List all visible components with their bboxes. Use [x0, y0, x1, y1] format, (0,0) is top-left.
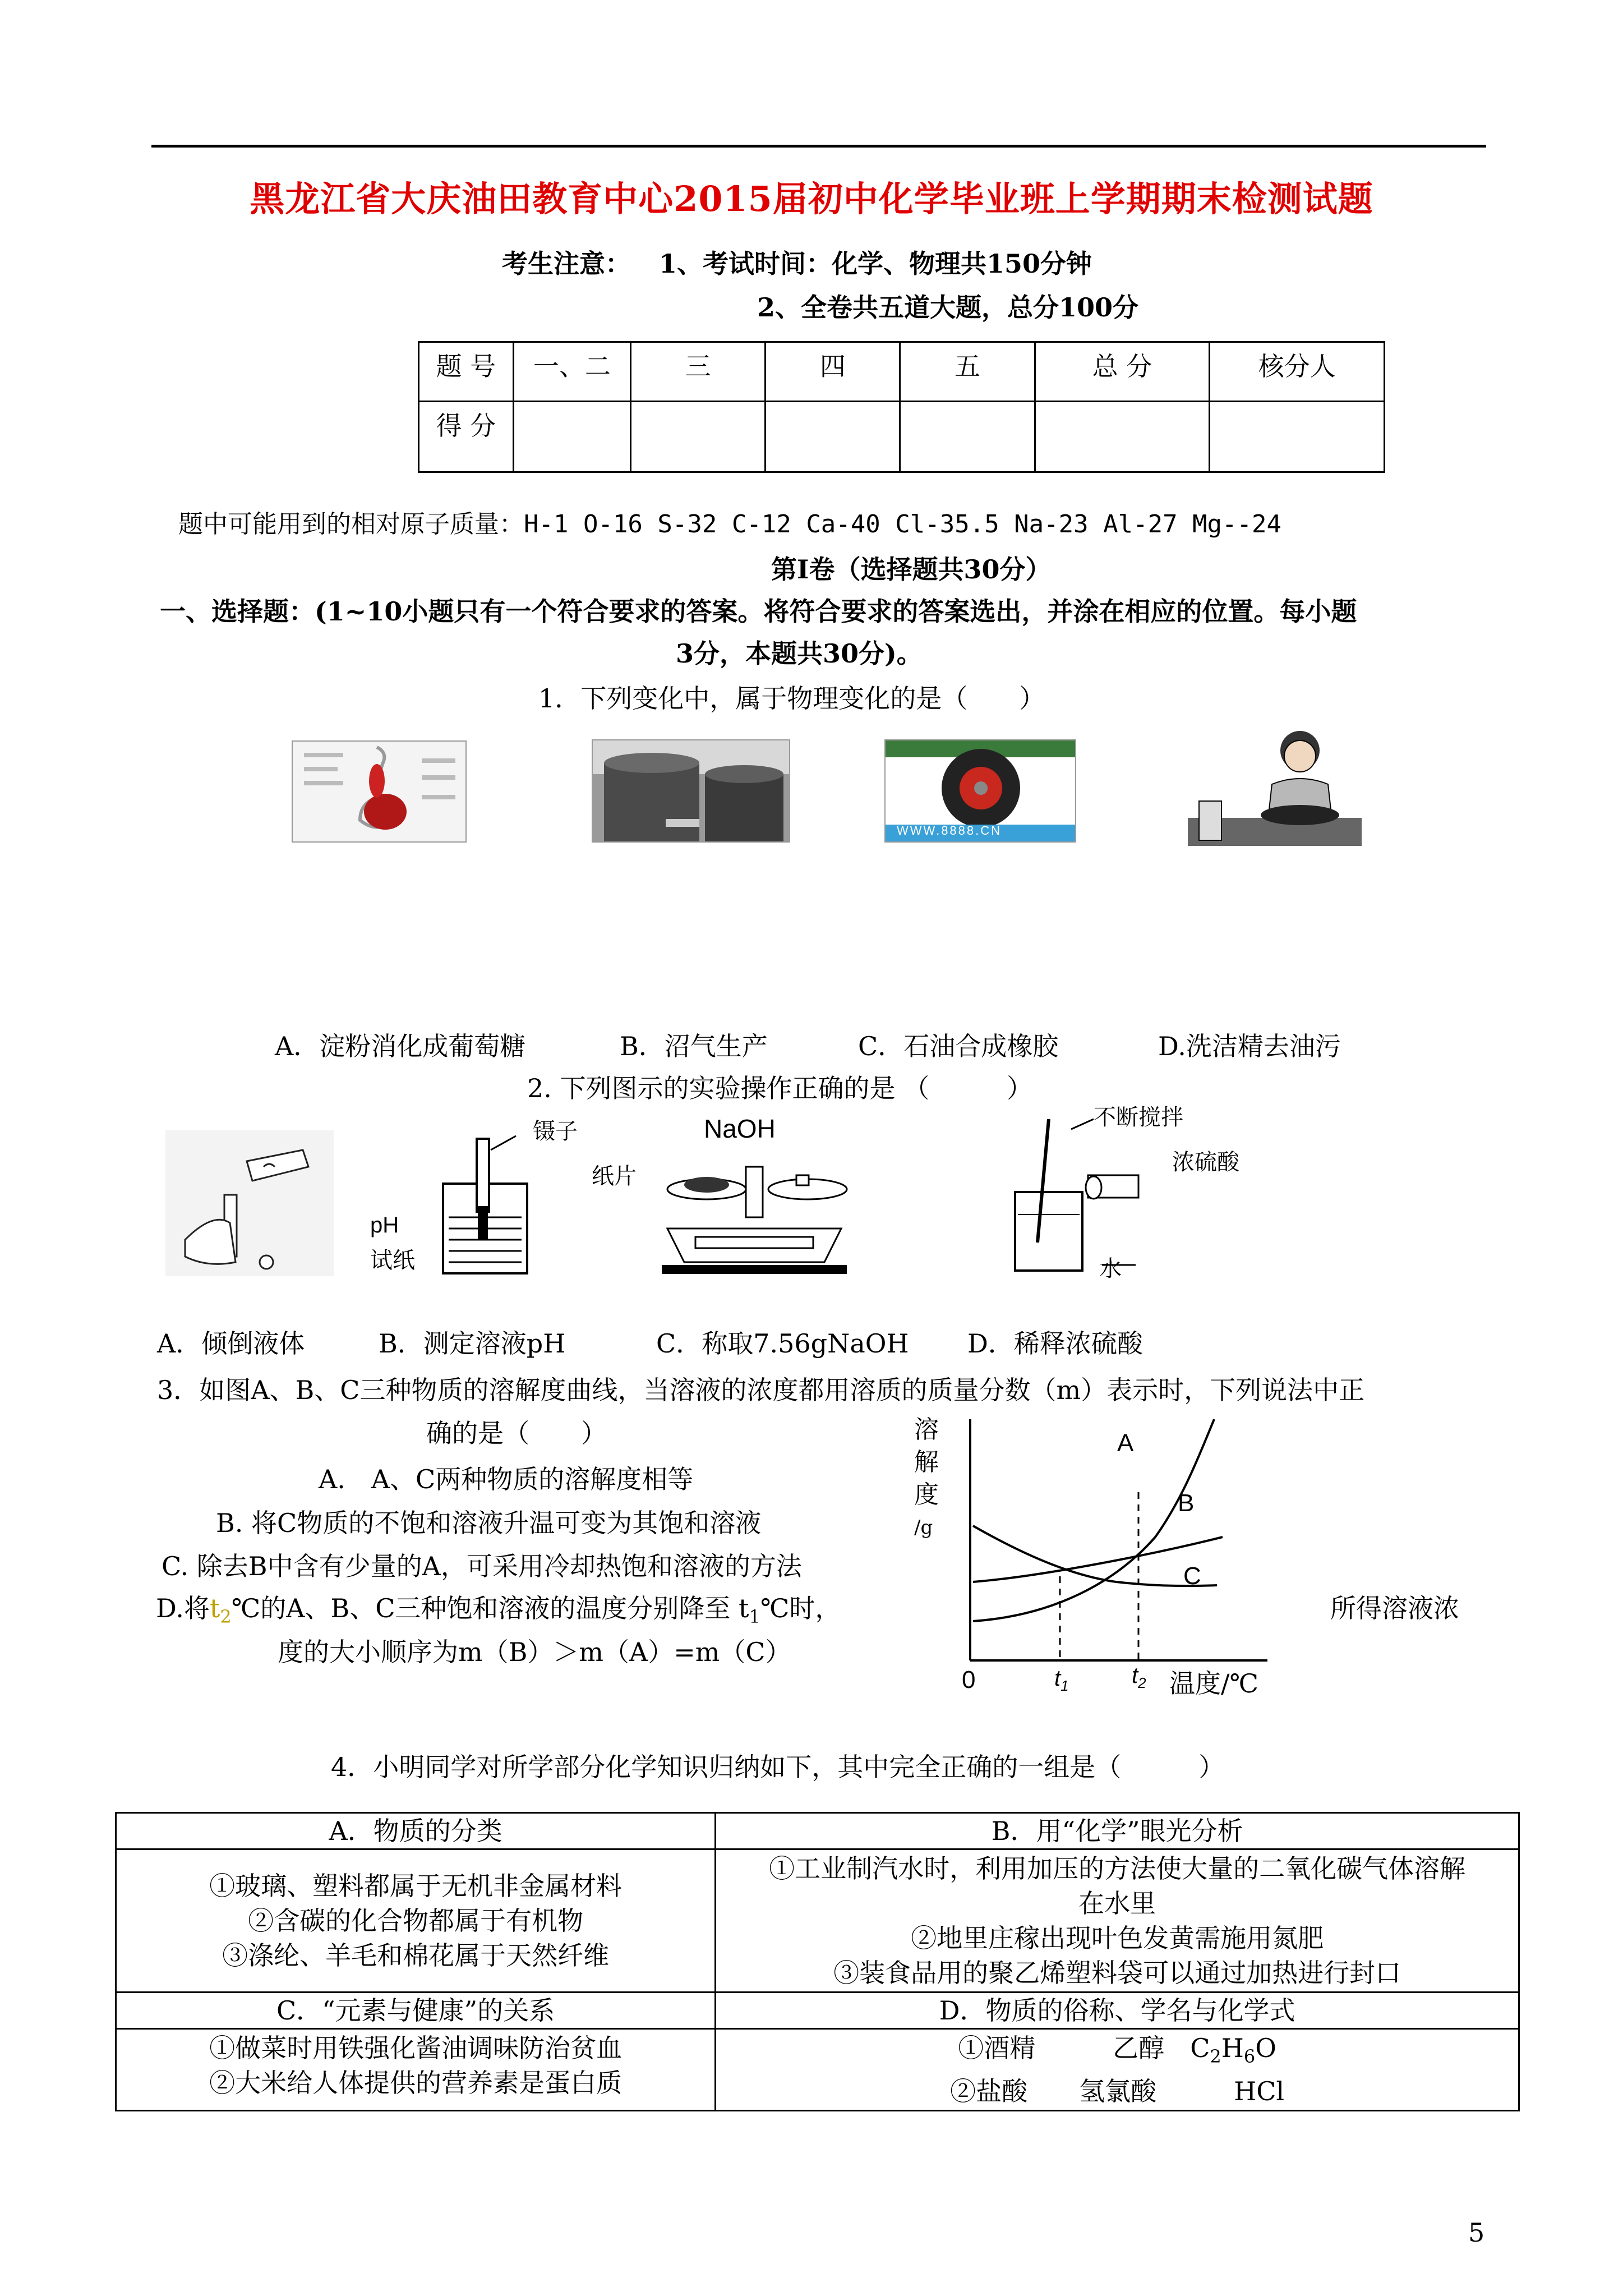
- graph-t2: [1132, 1663, 1146, 1692]
- curve-label-c: C: [1183, 1562, 1201, 1590]
- graph-t1: [1054, 1666, 1069, 1695]
- q3-option-d[interactable]: [156, 1591, 841, 1634]
- q1-stem: 1．下列变化中，属于物理变化的是（ ）: [538, 683, 1045, 714]
- graph-y-char: /g: [914, 1516, 933, 1539]
- graph-t1-sub: 1: [1061, 1677, 1069, 1694]
- score-blank-cell[interactable]: [1035, 402, 1210, 472]
- score-blank-cell[interactable]: [900, 402, 1035, 472]
- q4-c-title: C．“元素与健康”的关系: [116, 1993, 716, 2029]
- q4-a-item: ②含碳的化合物都属于有机物: [248, 1906, 584, 1936]
- q4-d-title: D．物质的俗称、学名与化学式: [716, 1993, 1519, 2029]
- q4-d-item1-sub: 6: [1243, 2046, 1256, 2068]
- water-label: 水: [1099, 1257, 1122, 1281]
- graph-t1-text: t: [1054, 1666, 1061, 1691]
- tire-image: [884, 739, 1076, 843]
- q2-option-a[interactable]: A．倾倒液体: [157, 1328, 305, 1359]
- solubility-graph: [931, 1414, 1279, 1705]
- q3-option-d-text: ℃的A、B、C三种饱和溶液的温度分别降至 t: [231, 1593, 749, 1623]
- curve-a: [973, 1419, 1214, 1621]
- curve-label-b: B: [1178, 1489, 1195, 1517]
- top-rule: [151, 145, 1486, 148]
- score-header-cell: 题 号: [419, 342, 514, 402]
- ph-label-1: pH: [370, 1213, 399, 1237]
- page-number: 5: [1468, 2217, 1485, 2248]
- ph-test-diagram: [437, 1133, 550, 1279]
- score-row-label: 得 分: [419, 402, 514, 472]
- q4-a-title: A．物质的分类: [116, 1813, 716, 1849]
- washing-illustration: [1188, 723, 1362, 846]
- q4-b-content[interactable]: [716, 1849, 1519, 1993]
- q3-option-d-text: D.将: [156, 1593, 210, 1623]
- biogas-tanks-image: [592, 739, 790, 843]
- digestion-image: [292, 740, 467, 843]
- q3-option-d-line2: 度的大小顺序为m（B）＞m（A）=m（C）: [278, 1637, 791, 1667]
- q2-option-d[interactable]: D．稀释浓硫酸: [967, 1328, 1143, 1359]
- paper-label: 纸片: [592, 1164, 637, 1189]
- score-header-cell: 核分人: [1210, 342, 1385, 402]
- ph-label-2: 试纸: [370, 1248, 415, 1273]
- q4-c-item: ②大米给人体提供的营养素是蛋白质: [209, 2068, 623, 2098]
- q4-a-content[interactable]: [116, 1849, 716, 1993]
- section-heading-1: 一、选择题：(1~10小题只有一个符合要求的答案。将符合要求的答案选出，并涂在相应的位置。每小题: [160, 596, 1357, 627]
- score-header-cell: 三: [631, 342, 766, 402]
- q2-option-c[interactable]: C．称取7.56gNaOH: [656, 1328, 909, 1359]
- graph-y-char: 度: [914, 1480, 939, 1509]
- q1-option-c[interactable]: C．石油合成橡胶: [858, 1031, 1059, 1061]
- q2-stem: 2. 下列图示的实验操作正确的是 （ ）: [527, 1073, 1033, 1103]
- q4-d-item: ②盐酸 氢氯酸 HCl: [950, 2076, 1285, 2107]
- score-blank-cell[interactable]: [1210, 402, 1385, 472]
- image-watermark: WWW.8888.CN: [897, 823, 1002, 838]
- q4-a-item: ③涤纶、羊毛和棉花属于天然纤维: [222, 1940, 610, 1971]
- atomic-masses: 题中可能用到的相对原子质量：H-1 O-16 S-32 C-12 Ca-40 Cl-35.5 Na-23 Al-27 Mg--24: [178, 510, 1282, 539]
- digestion-illustration: [293, 742, 465, 841]
- q4-b-item: 在水里: [1078, 1888, 1156, 1918]
- notice-2: 2、全卷共五道大题，总分100分: [757, 292, 1139, 323]
- score-header-cell: 五: [900, 342, 1035, 402]
- acid-label: 浓硫酸: [1172, 1150, 1239, 1175]
- graph-x-label: 温度/℃: [1169, 1668, 1258, 1699]
- q4-d-item1-text: H: [1221, 2033, 1244, 2063]
- q4-a-item: ①玻璃、塑料都属于无机非金属材料: [209, 1871, 623, 1901]
- q1-option-d[interactable]: D.洗洁精去油污: [1158, 1031, 1341, 1061]
- dilute-acid-diagram: [1004, 1114, 1161, 1276]
- q4-d-content[interactable]: [716, 2029, 1519, 2111]
- pour-liquid-diagram: [163, 1128, 336, 1279]
- exam-title: 黑龙江省大庆油田教育中心2015届初中化学毕业班上学期期末检测试题: [250, 178, 1373, 219]
- q4-d-item1-text: ①酒精 乙醇 C: [958, 2033, 1210, 2063]
- naoh-label: NaOH: [704, 1114, 776, 1143]
- section-heading-2: 3分，本题共30分)。: [676, 638, 923, 669]
- q4-d-item1-sub: 2: [1210, 2046, 1221, 2068]
- q1-option-a[interactable]: A．淀粉消化成葡萄糖: [275, 1031, 526, 1061]
- score-header-cell: 总 分: [1035, 342, 1210, 402]
- graph-t2-sub: 2: [1138, 1674, 1146, 1691]
- q3-option-b[interactable]: B. 将C物质的不饱和溶液升温可变为其饱和溶液: [216, 1508, 762, 1538]
- biogas-illustration: [593, 740, 789, 841]
- q3-option-d-t2-sub: 2: [220, 1606, 232, 1628]
- balance-diagram: [656, 1144, 852, 1279]
- q3-option-d-t2: t: [209, 1593, 220, 1623]
- q2-option-b[interactable]: B．测定溶液pH: [379, 1328, 566, 1359]
- q4-b-title: B．用“化学”眼光分析: [716, 1813, 1519, 1849]
- score-blank-cell[interactable]: [766, 402, 900, 472]
- curve-c: [973, 1526, 1217, 1586]
- volume-title: 第Ⅰ卷（选择题共30分）: [771, 554, 1052, 585]
- q3-option-c[interactable]: C. 除去B中含有少量的A，可采用冷却热饱和溶液的方法: [162, 1551, 802, 1581]
- score-header-cell: 四: [766, 342, 900, 402]
- q3-option-a[interactable]: A. A、C两种物质的溶解度相等: [319, 1464, 694, 1494]
- q3-stem-2: 确的是（ ）: [426, 1418, 607, 1448]
- q4-c-item: ①做菜时用铁强化酱油调味防治贫血: [209, 2033, 623, 2063]
- graph-y-char: 溶: [914, 1415, 939, 1444]
- q4-b-item: ③装食品用的聚乙烯塑料袋可以通过加热进行封口: [833, 1958, 1401, 1988]
- curve-label-a: A: [1117, 1429, 1134, 1457]
- score-blank-cell[interactable]: [631, 402, 766, 472]
- q4-c-content[interactable]: [116, 2029, 716, 2111]
- washing-dishes-image: [1188, 723, 1362, 846]
- q4-b-item: ①工业制汽水时，利用加压的方法使大量的二氧化碳气体溶解: [769, 1853, 1466, 1884]
- q3-stem-1: 3．如图A、B、C三种物质的溶解度曲线，当溶液的浓度都用溶质的质量分数（m）表示时，下列说法中正: [157, 1375, 1365, 1405]
- q1-option-b[interactable]: B．沼气生产: [620, 1031, 768, 1061]
- notice-label: 考生注意：: [502, 249, 631, 279]
- q4-table: [115, 1812, 1520, 2111]
- q4-d-item1-text: O: [1255, 2033, 1276, 2063]
- graph-t2-text: t: [1132, 1663, 1138, 1688]
- tweezers-label: 镊子: [533, 1119, 578, 1144]
- q3-option-d-t1-sub: 1: [749, 1606, 760, 1628]
- graph-y-char: 解: [914, 1448, 939, 1476]
- q4-stem: 4．小明同学对所学部分化学知识归纳如下，其中完全正确的一组是（ ）: [331, 1752, 1225, 1782]
- q3-option-d-right: 所得溶液浓: [1330, 1593, 1459, 1623]
- notice-1: 1、考试时间：化学、物理共150分钟: [659, 249, 1092, 279]
- score-blank-cell[interactable]: [513, 402, 631, 472]
- graph-origin: 0: [962, 1666, 976, 1694]
- q3-option-d-text: ℃时，: [760, 1593, 841, 1623]
- stir-label: 不断搅拌: [1094, 1105, 1183, 1130]
- q4-d-item: [722, 2031, 1513, 2074]
- graph-y-label: [914, 1414, 939, 1544]
- score-header-cell: 一、二: [513, 342, 631, 402]
- q4-b-item: ②地里庄稼出现叶色发黄需施用氮肥: [911, 1923, 1324, 1953]
- score-table: [418, 341, 1385, 473]
